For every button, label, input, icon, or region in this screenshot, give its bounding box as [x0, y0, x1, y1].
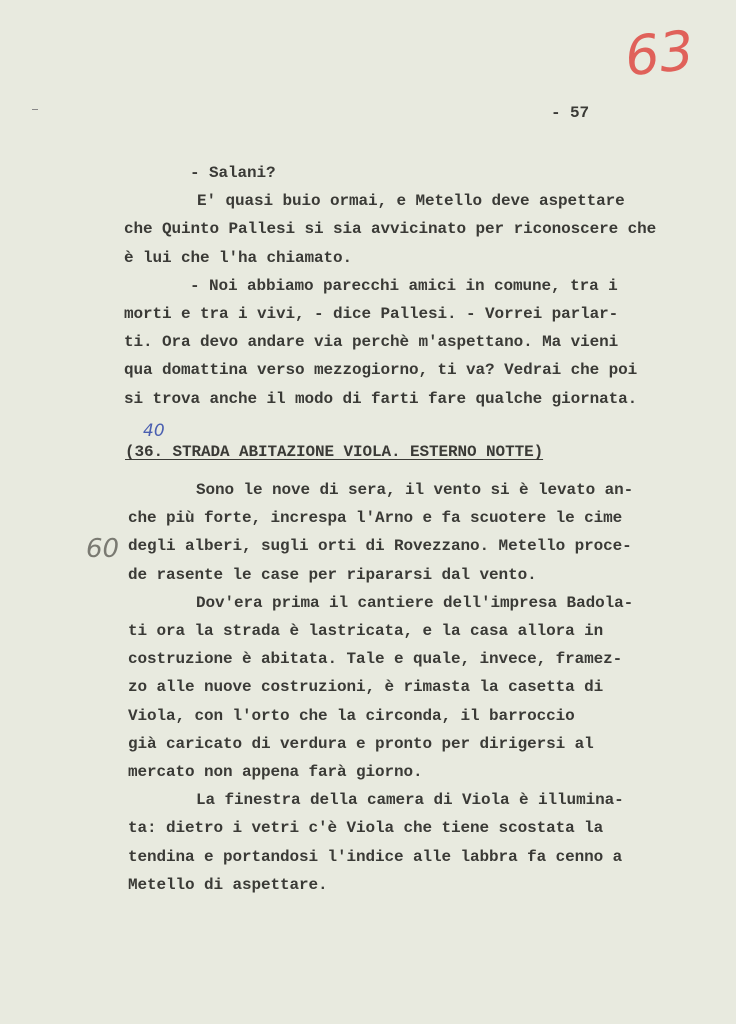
text-line: E' quasi buio ormai, e Metello deve aspettare — [197, 192, 625, 211]
scene-heading: (36. STRADA ABITAZIONE VIOLA. ESTERNO NOTTE) — [125, 443, 544, 461]
text-line: che Quinto Pallesi si sia avvicinato per riconoscere che — [124, 220, 657, 239]
text-line: - Salani? — [190, 164, 276, 182]
text-line: qua domattina verso mezzogiorno, ti va? Vedrai che poi — [124, 361, 638, 380]
text-line: ta: dietro i vetri c'è Viola che tiene scostata la — [128, 819, 604, 838]
text-line: Viola, con l'orto che la circonda, il barroccio — [128, 706, 575, 725]
text-line: Metello di aspettare. — [128, 875, 328, 894]
text-line: - Noi abbiamo parecchi amici in comune, tra i — [190, 276, 618, 295]
margin-mark — [32, 109, 38, 110]
text-line: Sono le nove di sera, il vento si è levato an- — [196, 481, 634, 499]
text-line: Dov'era prima il cantiere dell'impresa Badola- — [196, 593, 634, 612]
text-line: morti e tra i vivi, - dice Pallesi. - Vorrei parlar- — [124, 305, 619, 323]
page-number: - 57 — [551, 104, 590, 122]
text-line: ti. Ora devo andare via perchè m'aspettano. Ma vieni — [124, 333, 619, 352]
text-line: che più forte, increspa l'Arno e fa scuotere le cime — [128, 509, 623, 528]
pencil-margin-note: 60 — [86, 534, 120, 564]
text-line: ti ora la strada è lastricata, e la casa allora in — [128, 622, 604, 640]
text-line: tendina e portandosi l'indice alle labbra fa cenno a — [128, 847, 623, 866]
text-line: La finestra della camera di Viola è illumina- — [196, 791, 624, 810]
text-line: costruzione è abitata. Tale e quale, invece, framez- — [128, 650, 623, 669]
text-line: de rasente le case per ripararsi dal vento. — [128, 565, 537, 584]
text-line: mercato non appena farà giorno. — [128, 763, 423, 781]
text-line: zo alle nuove costruzioni, è rimasta la casetta di — [128, 678, 604, 697]
text-line: già caricato di verdura e pronto per dirigersi al — [128, 734, 594, 753]
text-line: degli alberi, sugli orti di Rovezzano. Metello proce- — [128, 537, 632, 556]
text-line: è lui che l'ha chiamato. — [124, 248, 353, 267]
text-line: si trova anche il modo di farti fare qualche giornata. — [124, 389, 638, 408]
blue-handwritten-scene-number: 40 — [143, 421, 165, 441]
red-handwritten-page-number: 63 — [621, 18, 697, 89]
